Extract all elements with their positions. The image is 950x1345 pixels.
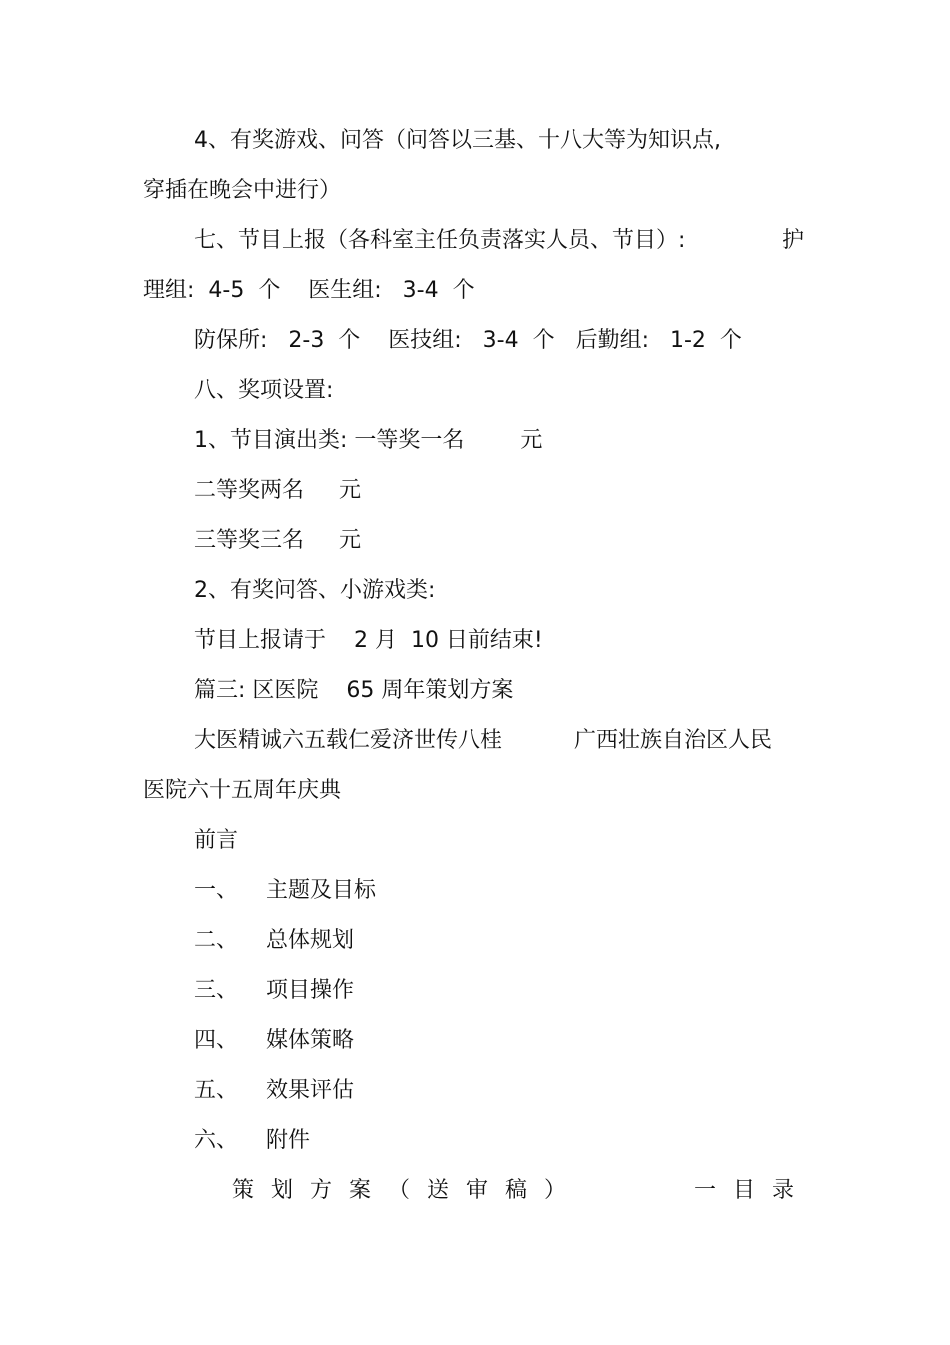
toc-item-2: 二、 总体规划: [194, 928, 354, 953]
toc-item-3: 三、 项目操作: [194, 978, 354, 1003]
text-line-deadline: 节目上报请于 2 月 10 日前结束!: [194, 628, 543, 653]
text-line-part-3-title: 篇三: 区医院 65 周年策划方案: [194, 678, 514, 703]
toc-item-4: 四、 媒体策略: [194, 1028, 354, 1053]
text-line-section-8: 八、奖项设置:: [194, 378, 334, 403]
text-line-slogan: 大医精诚六五载仁爱济世传八桂: [194, 728, 503, 753]
text-line-award-2nd: 二等奖两名 元: [194, 478, 361, 503]
text-line-activity-4: 4、有奖游戏、问答（问答以三基、十八大等为知识点,: [194, 128, 721, 153]
text-line-award-1: 1、节目演出类: 一等奖一名 元: [194, 428, 543, 453]
plan-heading-tail: 一目录: [694, 1178, 812, 1203]
text-line-slogan-tail: 广西壮族自治区人民: [574, 728, 773, 753]
toc-preface: 前言: [194, 828, 239, 853]
text-line-award-3rd: 三等奖三名 元: [194, 528, 361, 553]
text-line-section-7-tail: 护: [782, 228, 805, 253]
toc-item-1: 一、 主题及目标: [194, 878, 376, 903]
toc-item-5: 五、 效果评估: [194, 1078, 354, 1103]
text-line-section-7-cont2: 防保所: 2-3 个 医技组: 3-4 个 后勤组: 1-2 个: [194, 328, 742, 353]
text-line-award-2: 2、有奖问答、小游戏类:: [194, 578, 436, 603]
text-line-activity-4-cont: 穿插在晚会中进行）: [143, 178, 342, 203]
text-line-slogan-cont: 医院六十五周年庆典: [143, 778, 342, 803]
plan-heading: 策划方案（送审稿）: [232, 1178, 584, 1203]
text-line-section-7: 七、节目上报（各科室主任负责落实人员、节目）:: [194, 228, 686, 253]
toc-item-6: 六、 附件: [194, 1128, 310, 1153]
text-line-section-7-cont: 理组: 4-5 个 医生组: 3-4 个: [143, 278, 475, 303]
